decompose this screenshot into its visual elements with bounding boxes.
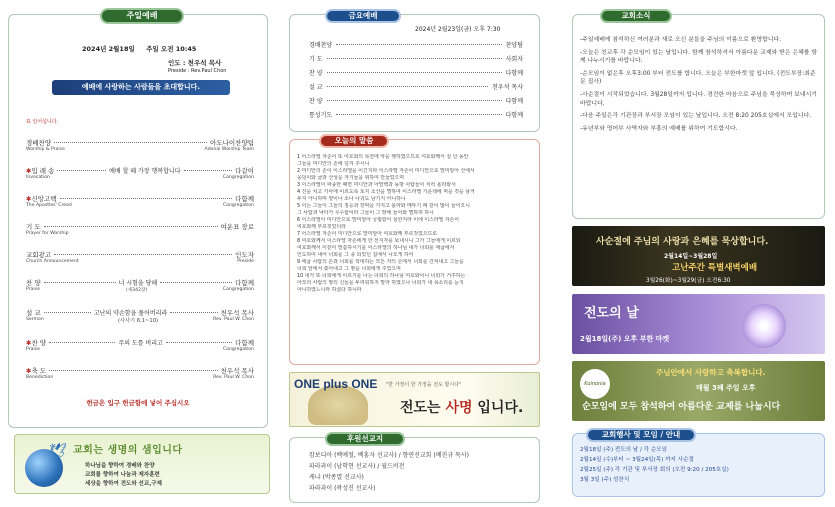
lent-event: 고난주간 특별새벽예배 — [672, 263, 758, 273]
order-right: 아도나이찬양팀 — [210, 139, 254, 147]
news-item: -사순절이 시작되었습니다. 3월28일까지 입니다. 경건한 마음으로 주님을 묵상하며 보내시기 바랍니다. — [580, 91, 817, 107]
news-item: -유년부와 영어부 사역자와 부흥의 예배를 위하여 기도합시다. — [580, 125, 738, 132]
lent-banner — [572, 226, 825, 286]
friday-item — [309, 96, 523, 110]
order-name-en: Prayer for Worship — [26, 231, 69, 236]
friday-item — [309, 54, 523, 68]
order-name-en: Church Announcement — [26, 259, 79, 264]
order-item-praise-2 — [26, 338, 254, 352]
mission-item: 케냐 (박종열 선교사) — [309, 474, 364, 481]
verse-line: 1 이스라엘 자손이 또 여호와의 목전에 악을 행하였으므로 여호와께서 칠 년 동안 — [297, 154, 469, 160]
headline-mission: 사명 — [445, 400, 473, 416]
friday-item — [309, 40, 523, 54]
friday-item — [309, 82, 523, 96]
order-name: 찬 양 — [31, 339, 47, 347]
friday-item-right: 다함께 — [505, 112, 523, 119]
order-item-benediction — [26, 366, 254, 380]
lent-schedule: 3월26(화)~3월29(금) 오전6:30 — [646, 278, 731, 284]
order-item-prayer — [26, 222, 254, 236]
flower-image — [742, 304, 786, 348]
stand-mark: ✱ — [26, 339, 32, 347]
verse-line: 3 이스라엘이 파종한 때면 미디안과 아말렉과 동방 사람들이 치러 올라와서 — [297, 182, 456, 188]
order-right: 다함께 — [235, 279, 254, 287]
dove-icon: 🕊 — [49, 443, 67, 459]
motto-line: 하나님을 향하여 경배와 찬양 — [85, 463, 155, 469]
order-name-en: Worship & Praise — [26, 147, 65, 152]
order-name-en: Invocation — [26, 175, 50, 180]
order-name: 교회광고 — [26, 251, 52, 259]
friday-item-name: 찬 양 — [309, 70, 323, 77]
order-right: 다같이 — [235, 167, 255, 175]
friday-item-right: 다함께 — [505, 70, 523, 77]
verse-line: 5 이는 그들이 그들의 짐승과 장막을 가지고 올라와 메뚜기 떼 같이 많이 들어오니 — [297, 203, 470, 209]
verse-line: 8 여호와께서 이스라엘 자손에게 한 선지자를 보내시니 그가 그들에게 이르되 — [297, 238, 461, 244]
motto-line: 교회를 향하여 나눔과 제자훈련 — [85, 472, 160, 478]
sunday-leader-en: Preside : Rev.Paul Chon — [168, 68, 227, 74]
banner-headline — [400, 397, 523, 417]
order-right-en: Congregation — [223, 347, 254, 352]
order-item-invocation — [26, 166, 254, 180]
verse-line: 9 애굽 사람의 손과 너희를 학대하는 모든 자의 손에서 너희를 건져내고 그들을 — [297, 259, 464, 265]
verse-line: 2 미디안의 손이 이스라엘을 이긴지라 이스라엘 자손이 미디안으로 말미암아 산에서 — [297, 168, 475, 174]
order-title: 주의 도를 버리고 — [118, 340, 163, 347]
koinonia-line1: 주님안에서 사랑하고 축복합니다. — [656, 368, 766, 377]
verse-line: 4 진을 치고 가사에 이르도록 토지 소산을 멸하여 이스라엘 가운데에 먹을 것을 남겨 — [297, 189, 475, 195]
friday-item-right: 천우석 목사 — [492, 84, 523, 91]
headline-suffix: 입니다. — [477, 400, 524, 416]
verse-line: 그들을 미디안의 손에 넘겨 주시니 — [297, 161, 370, 167]
order-title: 고난의 약손함을 풀어버리라 — [93, 310, 168, 317]
order-item-praise-1 — [26, 278, 254, 292]
verse-line: 그 사람과 낙타가 무수함이라 그들이 그 땅에 들어와 멸하려 하니 — [297, 210, 434, 216]
evangelism-info: 2월18일(주) 오후 부한 마켓 — [580, 335, 670, 343]
order-right: 인도자 — [235, 251, 254, 259]
order-name: 신앙고백 — [31, 195, 57, 203]
verse-line: 7 이스라엘 자손이 미디안으로 말미암아 여호와께 부르짖었으므로 — [297, 231, 437, 237]
praying-hands-image — [308, 385, 368, 425]
koinonia-logo: Koinonia — [580, 369, 610, 399]
friday-item-right: 찬양팀 — [505, 42, 523, 49]
news-item: -순모임이 없은후 오후3:00 부터 전도를 합니다. 오늘은 부한마켓 앞 입니다. (전도부장:최준문 집사) — [580, 70, 816, 86]
verse-line: 인도하여 내어 너희를 그 종 되었던 집에서 나오게 하여 — [297, 252, 414, 258]
order-right: 천우석 목사 — [220, 309, 254, 317]
events-list — [580, 445, 729, 485]
order-right-en: Congregation — [223, 203, 254, 208]
motto-line: 세상을 향하여 전도와 선교,구제 — [85, 481, 162, 487]
order-right: 다함께 — [235, 195, 254, 203]
order-title: 너 시험을 당해 — [118, 280, 158, 287]
order-name: 입 례 송 — [31, 167, 55, 175]
stand-mark: ✱ — [26, 167, 32, 175]
lent-title: 사순절에 주님의 사랑과 은혜를 묵상합니다. — [596, 237, 769, 247]
koinonia-line2: 매월 3째 주일 오후 — [696, 384, 756, 392]
order-name-en: The Apostles' Creed — [26, 203, 72, 208]
mission-item: 파라과이 (곽성진 선교사) — [309, 485, 376, 492]
church-news-list — [580, 36, 820, 137]
order-right: 천우석 목사 — [220, 367, 254, 375]
one-plus-one-banner — [289, 372, 540, 427]
order-item-sermon — [26, 308, 254, 322]
order-name-en: Praise — [26, 347, 40, 352]
sunday-title: 주일예배 — [100, 8, 184, 24]
order-name-en: Benediction — [26, 375, 54, 380]
missions-list — [309, 450, 469, 494]
order-right-en: Adonai Worship Team — [204, 147, 254, 152]
lent-dates: 2월14일~3월28일 — [664, 253, 718, 260]
mission-item: 캄보디아 (백예철, 백홍자 선교사) / 향연선교회 (베진규 목사) — [309, 452, 469, 459]
koinonia-banner — [572, 361, 825, 421]
todays-word-title: 오늘의 말씀 — [319, 134, 389, 148]
event-item: 2월18일 (주) 전도의 날 / 각 순모임 — [580, 447, 668, 453]
verse-line: 10 내가 또 너희에게 이르기를 나는 너희의 하나님 여호와이니 너희가 거주하는 — [297, 273, 466, 279]
verse-line: 여호와께서 이같이 말씀하시기를 이스라엘의 하나님 내가 너희를 애굽에서 — [297, 245, 455, 251]
church-news-title: 교회소식 — [600, 9, 672, 23]
events-title: 교회행사 및 모임 / 안내 — [586, 428, 696, 442]
verse-line: 6 이스라엘이 미디안으로 말미암아 궁핍함이 심한지라 이에 이스라엘 자손이 — [297, 217, 460, 223]
friday-item-name: 찬 양 — [309, 98, 323, 105]
news-item: -다음 주일은각 기관장과 부서장 모임이 있는 날입니다. 오전 8:20 205호실에서 모입니다. — [580, 113, 812, 120]
order-right: 여운표 장로 — [220, 223, 254, 231]
friday-item-right: 사회자 — [505, 56, 523, 63]
verse-line: 아니하였느니라 하셨다 하니라 — [297, 287, 362, 293]
order-right-en: Rev. Paul W. Chon — [213, 375, 254, 380]
one-plus-one-logo: ONE plus ONE — [294, 377, 378, 391]
headline-prefix: 전도는 — [400, 400, 441, 416]
sunday-leader: 인도 : 천우석 목사 — [168, 59, 222, 67]
friday-date: 2024년 2월23일(금) 오후 7:30 — [415, 26, 501, 33]
sunday-time: 주일 오전 10:45 — [146, 45, 197, 53]
scripture-verses — [297, 154, 535, 294]
missions-title: 후원선교지 — [325, 432, 405, 446]
event-item: 2월25일 (주) 각 기관 및 부서장 회의 (오전 9:20 / 205호실) — [580, 467, 729, 473]
event-item: 3월 3일 (주) 성찬식 — [580, 477, 630, 483]
verse-line: 여호와께 부르짖었더라 — [297, 224, 346, 230]
verse-line: 아모리 사람의 땅의 신들을 두려워하지 말라 하였으나 너희가 내 목소리를 듣지 — [297, 280, 464, 286]
order-sub: (새342장) — [126, 288, 148, 293]
order-name-en: Sermon — [26, 317, 44, 322]
friday-item-name: 통성기도 — [309, 112, 333, 119]
stand-mark: ✱ — [26, 367, 32, 375]
friday-item — [309, 68, 523, 82]
order-right-en: Preside — [237, 259, 254, 264]
order-item-announcement — [26, 250, 254, 264]
event-item: 2월14일 (수)부터 ~ 3월24일(목) 까지 사순절 — [580, 457, 694, 463]
church-motto-banner — [14, 434, 270, 494]
stand-mark: ✱ — [26, 195, 32, 203]
verse-line: 웅덩이와 굴과 산성을 자기들을 위하여 만들었으며 — [297, 175, 404, 181]
order-name: 설 교 — [26, 309, 41, 317]
welcome-banner: 예배에 사랑하는 사람들을 초대합니다. — [52, 80, 230, 95]
evangelism-day-banner — [572, 294, 825, 354]
evangelism-title: 전도의 날 — [584, 306, 639, 321]
motto-title: 교회는 생명의 샘입니다 — [73, 445, 183, 456]
friday-item-right: 다함께 — [505, 98, 523, 105]
stand-note: 표 일어섭니다. — [26, 119, 59, 125]
order-name-en: Praise — [26, 287, 40, 292]
friday-item-name: 설 교 — [309, 84, 323, 91]
sunday-date-time — [82, 44, 196, 53]
news-item: -주일예배에 참석하신 여러분과 새로 오신 분들을 주님의 이름으로 환영합니다. — [580, 37, 782, 43]
order-sub: (사사기 6:1~10) — [118, 318, 159, 324]
order-name: 경배찬양 — [26, 139, 52, 147]
order-item-worship — [26, 138, 254, 152]
sunday-date: 2024년 2월18일 — [82, 45, 135, 53]
order-name: 기 도 — [26, 223, 41, 231]
order-right-en: Congregation — [223, 287, 254, 292]
friday-item — [309, 110, 523, 124]
order-right-en: Rev. Paul W. Chon — [213, 317, 254, 322]
friday-order — [309, 40, 523, 124]
friday-title: 금요예배 — [325, 9, 401, 23]
offering-note: 헌금은 입구 헌금함에 넣어 주십시오 — [86, 399, 190, 407]
friday-item-name: 경배찬양 — [309, 42, 333, 49]
news-item: -오늘은 친교후 각 순모임이 있는 날입니다. 함께 참석하셔서 아름다운 교제와 받은 은혜를 함께 나누시기를 바랍니다. — [580, 49, 818, 65]
verse-line: 너희 앞에서 쫓아내고 그 땅을 너희에게 주었으며 — [297, 266, 401, 272]
verse-line: 두지 아니하며 양이나 소나 나귀도 남기지 아니하니 — [297, 196, 406, 202]
order-item-creed — [26, 194, 254, 208]
order-name: 찬 양 — [26, 279, 41, 287]
order-right: 다함께 — [235, 339, 254, 347]
friday-item-name: 기 도 — [309, 56, 323, 63]
mission-item: 파라과이 (남학현 선교사) / 월드비전 — [309, 463, 405, 470]
order-right-en: Congregation — [223, 175, 254, 180]
order-title: 예배 할 때 가장 행복합니다 — [109, 168, 181, 175]
banner-quote: "한 가정이 한 가정을 전도 합시다" — [386, 382, 462, 388]
koinonia-line3: 순모임에 모두 참석하여 아름다운 교제를 나눕시다 — [582, 402, 781, 412]
order-name: 축 도 — [31, 367, 47, 375]
